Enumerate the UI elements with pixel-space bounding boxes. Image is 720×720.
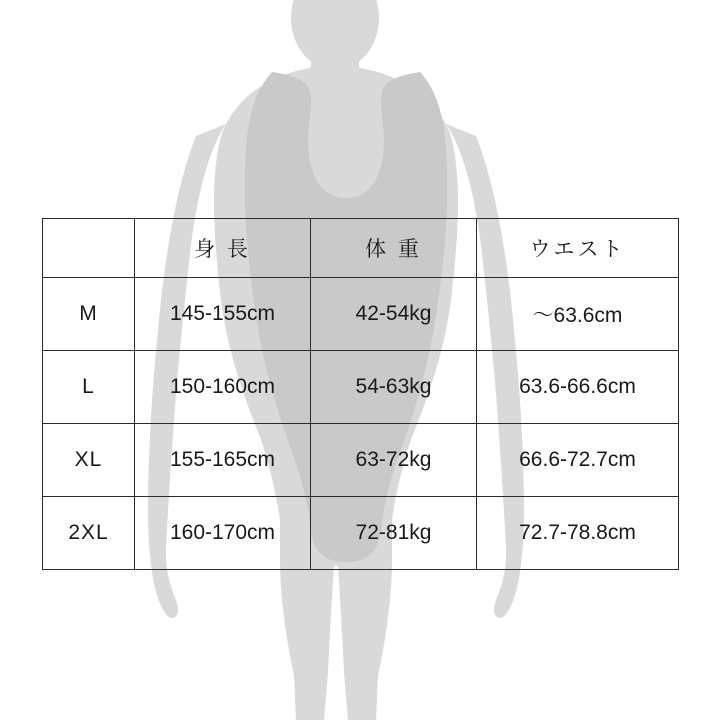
cell-size: M: [43, 278, 135, 351]
cell-size: XL: [43, 424, 135, 497]
cell-size: 2XL: [43, 497, 135, 570]
cell-waist: 66.6-72.7cm: [477, 424, 679, 497]
size-chart-table: [42, 218, 679, 570]
cell-weight: 54-63kg: [311, 351, 477, 424]
cell-height: 155-165cm: [135, 424, 311, 497]
cell-waist: 72.7-78.8cm: [477, 497, 679, 570]
table-header-row: [43, 219, 679, 278]
size-chart-container: [42, 218, 678, 570]
cell-waist: 63.6-66.6cm: [477, 351, 679, 424]
table-row: [43, 351, 679, 424]
cell-weight: 42-54kg: [311, 278, 477, 351]
header-cell-size: [43, 219, 135, 278]
cell-height: 160-170cm: [135, 497, 311, 570]
header-cell-weight: 体 重: [311, 219, 477, 278]
table-row: [43, 424, 679, 497]
cell-weight: 72-81kg: [311, 497, 477, 570]
header-cell-height: 身 長: [135, 219, 311, 278]
cell-size: L: [43, 351, 135, 424]
table-row: [43, 497, 679, 570]
cell-weight: 63-72kg: [311, 424, 477, 497]
cell-height: 145-155cm: [135, 278, 311, 351]
cell-height: 150-160cm: [135, 351, 311, 424]
table-row: [43, 278, 679, 351]
cell-waist: 〜63.6cm: [477, 278, 679, 351]
header-cell-waist: ウエスト: [477, 219, 679, 278]
